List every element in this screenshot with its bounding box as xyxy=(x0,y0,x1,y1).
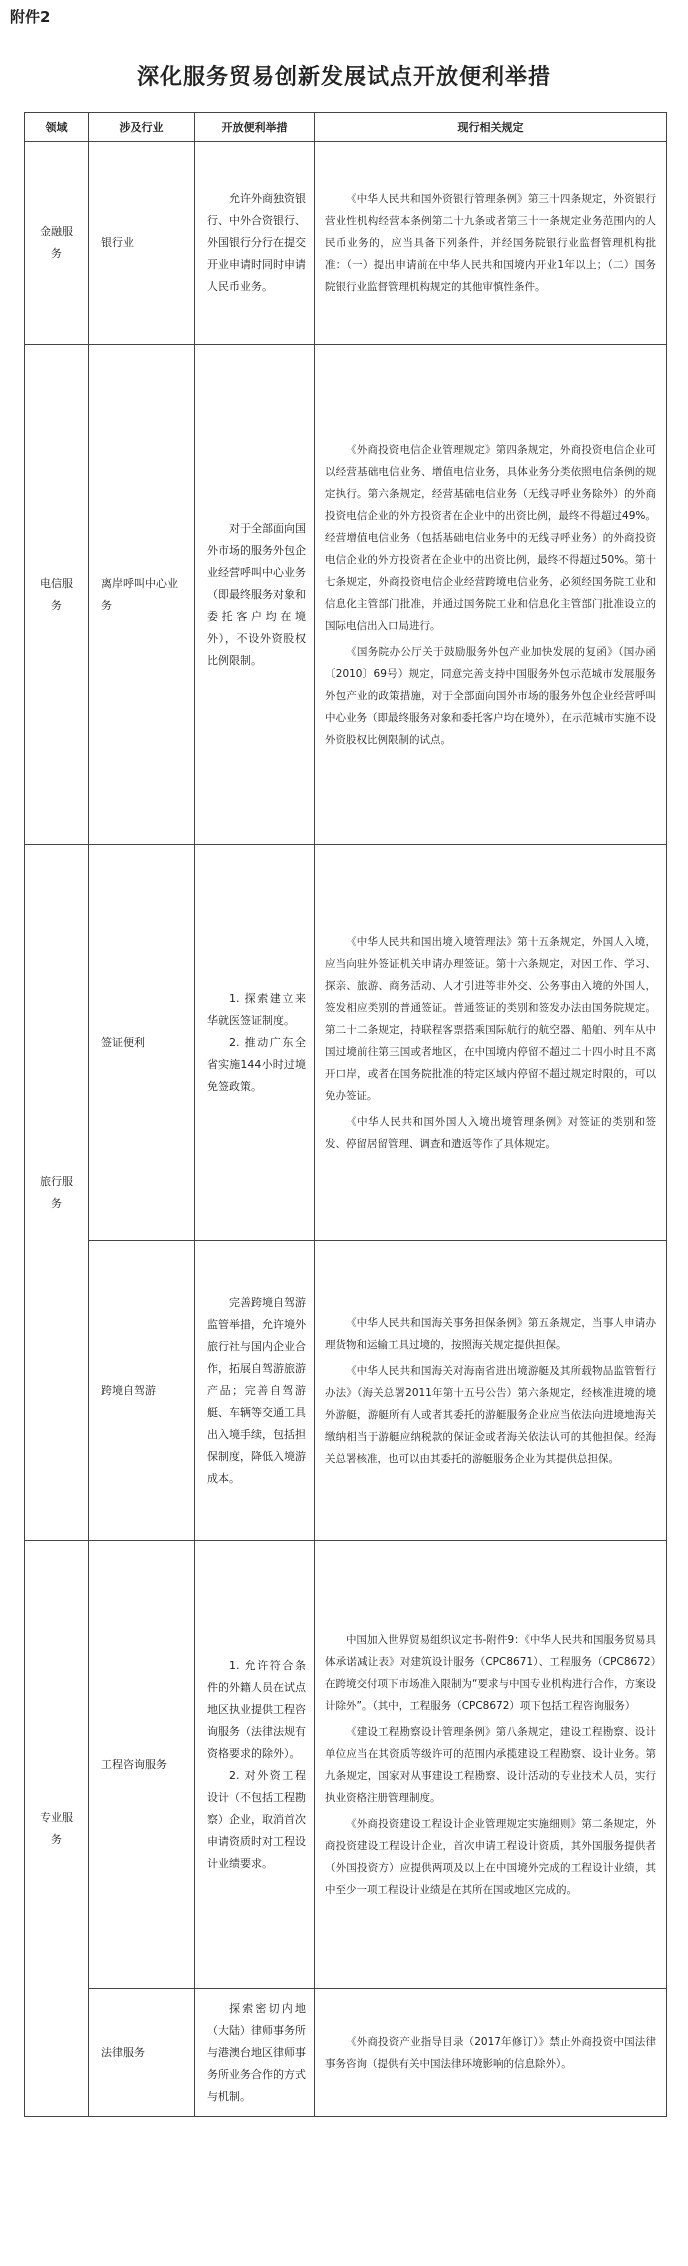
measure-cell xyxy=(195,1241,315,1541)
measure-text: 探索密切内地（大陆）律师事务所与港澳台地区律师事务所业务合作的方式与机制。 xyxy=(207,2001,306,2103)
annex-label: 附件2 xyxy=(10,8,51,26)
measure-text: 完善跨境自驾游监管举措，允许境外旅行社与国内企业合作，拓展自驾游旅游产品；完善自驾游艇、车辆等交通工具出入境手续，包括担保制度，降低入境游成本。 xyxy=(207,1295,306,1485)
header-regulations: 现行相关规定 xyxy=(315,113,667,142)
table-row xyxy=(25,142,667,345)
industry-cell: 跨境自驾游 xyxy=(89,1241,195,1541)
page-title: 深化服务贸易创新发展试点开放便利举措 xyxy=(136,64,551,90)
field-cell: 金融服务 xyxy=(25,142,89,345)
measure-item: 1. 探索建立来华就医签证制度。 xyxy=(207,991,306,1027)
table-row xyxy=(25,1541,667,1989)
measure-cell xyxy=(195,1989,315,2117)
header-field: 领域 xyxy=(25,113,89,142)
table-row xyxy=(25,1989,667,2117)
regulation-cell xyxy=(315,1241,667,1541)
measure-cell xyxy=(195,345,315,845)
measure-text: 对于全部面向国外市场的服务外包企业经营呼叫中心业务（即最终服务对象和委托客户均在境外），不设外资股权比例限制。 xyxy=(207,521,306,667)
header-industry: 涉及行业 xyxy=(89,113,195,142)
regulation-cell xyxy=(315,1541,667,1989)
regulation-paragraph: 《中华人民共和国出境入境管理法》第十五条规定，外国人入境，应当向驻外签证机关申请办理签证。第十六条规定，对因工作、学习、探亲、旅游、商务活动、人才引进等非外交、公务事由入境的外国人，签发相应类别的普通签证。普通签证的类别和签发办法由国务院规定。第二十二条规定，持联程客票搭乘国际航行的航空器、船舶、列车从中国过境前往第三国或者地区，在中国境内停留不超过二十四小时且不离开口岸，或者在国务院批准的特定区域内停留不超过规定时限的，可以免办签证。 xyxy=(325,935,656,1102)
regulation-paragraph: 《外商投资产业指导目录（2017年修订）》禁止外商投资中国法律事务咨询（提供有关中国法律环境影响的信息除外）。 xyxy=(325,2035,656,2070)
table-row xyxy=(25,345,667,845)
header-measures: 开放便利举措 xyxy=(195,113,315,142)
industry-cell: 法律服务 xyxy=(89,1989,195,2117)
industry-cell: 离岸呼叫中心业务 xyxy=(89,345,195,845)
table-row xyxy=(25,1241,667,1541)
measures-table xyxy=(24,112,667,2117)
regulation-paragraph: 中国加入世界贸易组织议定书-附件9：《中华人民共和国服务贸易具体承诺减让表》对建筑设计服务（CPC8671）、工程服务（CPC8672）在跨境交付项下市场准入限制为“要求与中国专业机构进行合作，方案设计除外”。（其中，工程服务（CPC8672）项下包括工程咨询服务） xyxy=(325,1633,656,1712)
regulation-paragraph: 《中华人民共和国外资银行管理条例》第三十四条规定，外资银行营业性机构经营本条例第二十九条或者第三十一条规定业务范围内的人民币业务的，应当具备下列条件，并经国务院银行业监督管理机构批准：（一）提出申请前在中华人民共和国境内开业1年以上；（二）国务院银行业监督管理机构规定的其他审慎性条件。 xyxy=(325,193,656,293)
regulation-paragraph: 《建设工程勘察设计管理条例》第八条规定，建设工程勘察、设计单位应当在其资质等级许可的范围内承揽建设工程勘察、设计业务。第九条规定，国家对从事建设工程勘察、设计活动的专业技术人员，实行执业资格注册管理制度。 xyxy=(325,1725,656,1804)
measure-item: 1. 允许符合条件的外籍人员在试点地区执业提供工程咨询服务（法律法规有资格要求的除外）。 xyxy=(207,1658,306,1760)
regulation-cell xyxy=(315,142,667,345)
measure-cell xyxy=(195,845,315,1241)
measure-item: 2. 对外资工程设计（不包括工程勘察）企业，取消首次申请资质时对工程设计业绩要求。 xyxy=(207,1768,306,1870)
field-cell: 专业服务 xyxy=(25,1541,89,2117)
regulation-paragraph: 《国务院办公厅关于鼓励服务外包产业加快发展的复函》（国办函〔2010〕69号）规定，同意完善支持中国服务外包示范城市发展服务外包产业的政策措施，对于全部面向国外市场的服务外包企业经营呼叫中心业务（即最终服务对象和委托客户均在境外），在示范城市实施不设外资股权比例限制的试点。 xyxy=(325,645,656,746)
table-header-row xyxy=(25,113,667,142)
measure-text: 允许外商独资银行、中外合资银行、外国银行分行在提交开业申请时同时申请人民币业务。 xyxy=(207,192,306,293)
regulation-paragraph: 《外商投资建设工程设计企业管理规定实施细则》第二条规定，外商投资建设工程设计企业，首次申请工程设计资质，其外国服务提供者（外国投资方）应提供两项及以上在中国境外完成的工程设计业绩，其中至少一项工程设计业绩是在其所在国或地区完成的。 xyxy=(325,1817,656,1896)
industry-cell: 签证便利 xyxy=(89,845,195,1241)
industry-cell: 银行业 xyxy=(89,142,195,345)
regulation-cell xyxy=(315,845,667,1241)
field-cell: 旅行服务 xyxy=(25,845,89,1541)
regulation-cell xyxy=(315,345,667,845)
regulation-paragraph: 《中华人民共和国外国人入境出境管理条例》对签证的类别和签发、停留居留管理、调查和遣返等作了具体规定。 xyxy=(325,1115,656,1150)
regulation-cell xyxy=(315,1989,667,2117)
regulation-paragraph: 《外商投资电信企业管理规定》第四条规定，外商投资电信企业可以经营基础电信业务、增值电信业务，具体业务分类依照电信条例的规定执行。第六条规定，经营基础电信业务（无线寻呼业务除外）的外商投资电信企业的外方投资者在企业中的出资比例，最终不得超过49%。经营增值电信业务（包括基础电信业务中的无线寻呼业务）的外商投资电信企业的外方投资者在企业中的出资比例，最终不得超过50%。第十七条规定，外商投资电信企业经营跨境电信业务，必须经国务院工业和信息化主管部门批准，并通过国务院工业和信息化主管部门批准设立的国际电信出入口局进行。 xyxy=(325,443,656,632)
measure-cell xyxy=(195,1541,315,1989)
table-row xyxy=(25,845,667,1241)
measure-cell xyxy=(195,142,315,345)
regulation-paragraph: 《中华人民共和国海关事务担保条例》第五条规定，当事人申请办理货物和运输工具过境的，按照海关规定提供担保。 xyxy=(325,1316,656,1351)
field-cell: 电信服务 xyxy=(25,345,89,845)
regulation-paragraph: 《中华人民共和国海关对海南省进出境游艇及其所载物品监管暂行办法》（海关总署2011年第十五号公告）第六条规定，经核准进境的境外游艇，游艇所有人或者其委托的游艇服务企业应当依法向进境地海关缴纳相当于游艇应纳税款的保证金或者海关依法认可的其他担保。经海关总署核准，也可以由其委托的游艇服务企业为其提供总担保。 xyxy=(325,1364,656,1465)
measure-item: 2. 推动广东全省实施144小时过境免签政策。 xyxy=(207,1035,306,1093)
industry-cell: 工程咨询服务 xyxy=(89,1541,195,1989)
